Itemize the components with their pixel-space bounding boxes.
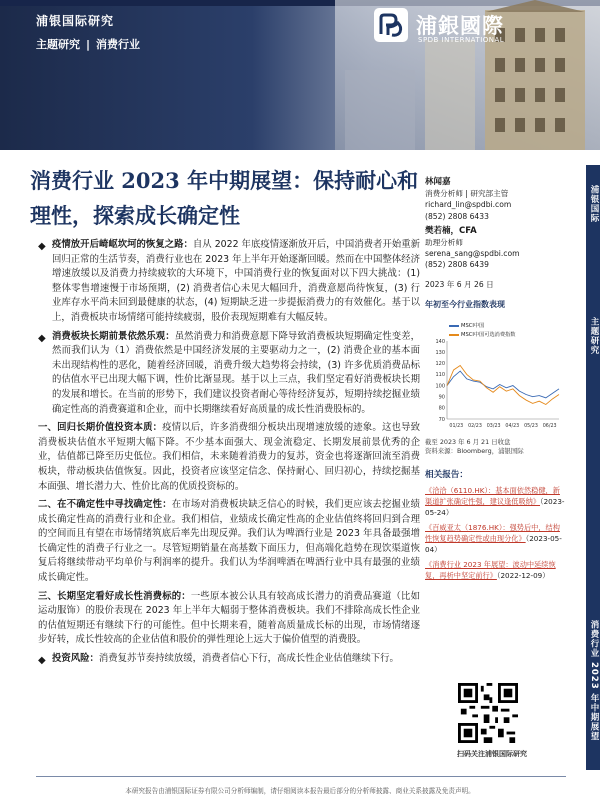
series-line bbox=[447, 371, 559, 398]
summary-paragraph bbox=[38, 330, 420, 418]
x-tick-label: 03/23 bbox=[486, 424, 501, 430]
institute-name: 浦银国际研究 bbox=[36, 14, 115, 28]
header-banner bbox=[0, 0, 600, 150]
legend-item-consumer-index bbox=[449, 330, 515, 341]
x-tick-label: 06/23 bbox=[542, 424, 557, 430]
logo-english-text: SPDB INTERNATIONAL bbox=[418, 36, 505, 44]
analyst-name: 樊若楠，CFA bbox=[425, 225, 477, 236]
breadcrumb-separator: | bbox=[86, 38, 91, 51]
breadcrumb-sector: 消费行业 bbox=[96, 38, 141, 51]
analyst-email[interactable]: serena_sang@spdbi.com bbox=[425, 249, 520, 259]
y-tick-label: 100 bbox=[435, 383, 445, 390]
related-report-item[interactable] bbox=[425, 522, 567, 555]
x-tick-label: 01/23 bbox=[449, 424, 464, 430]
paragraph-lead: 一、回归长期价值投资本质： bbox=[38, 422, 163, 434]
related-reports-title: 相关报告： bbox=[425, 470, 468, 481]
sidebar bbox=[425, 173, 567, 581]
report-date: 2023 年 6 月 26 日 bbox=[425, 279, 494, 289]
paragraph-lead: 二、在不确定性中寻找确定性： bbox=[38, 499, 172, 511]
diamond-bullet-icon: ◆ bbox=[38, 241, 46, 252]
paragraph-lead: 消费板块长期前景依然乐观： bbox=[52, 330, 175, 342]
breadcrumb-topic: 主题研究 bbox=[36, 38, 80, 51]
related-report-link[interactable]: 《百威亚太（1876.HK）：强势后中，结构性恢复趋势确定性或由现分化》 bbox=[425, 523, 560, 544]
breadcrumb bbox=[36, 36, 140, 52]
chart-source: 资料来源：Bloomberg，浦银国际 bbox=[425, 447, 524, 456]
y-tick-label: 110 bbox=[435, 372, 445, 379]
paragraph-text: 自从 2022 年底疫情逐渐放开后，中国消费者开始重新回归正常的生活节奏，消费行业也在 2023 年上半年开始逐渐回暖。然而在中国整体经济增速放缓以及消费力持续疲软的大环境下，中国消费行业的恢复面对以下四大挑战：(1) 整体零售增速慢于市场预期，(2) 消费者信心未见大幅回升，消费意愿尚待恢复，(3) 行业库存水平尚未回到最健康的状态，(4) 短期缺乏进一步提振消费力的有效催化。基于以上，消费板块市场情绪可能持续疲弱，股价表现短期难有大幅反转。 bbox=[52, 239, 420, 323]
footer-divider bbox=[36, 776, 566, 777]
related-report-item[interactable] bbox=[425, 485, 567, 518]
paragraph-text: 消费复苏节奏持续放缓，消费者信心下行，高成长性企业估值继续下行。 bbox=[98, 653, 399, 665]
y-tick-label: 140 bbox=[435, 338, 445, 345]
strategy-paragraph bbox=[38, 590, 420, 648]
related-report-link[interactable]: 《洽洽（6110.HK）：基本面依然稳健，新渠道扩张确定性强，建议逢低吸纳》 bbox=[425, 486, 560, 507]
chart-note bbox=[425, 438, 567, 456]
x-tick-label: 05/23 bbox=[524, 424, 538, 430]
side-tab-type: 主题研究 bbox=[589, 317, 599, 355]
analyst-title: 助理分析师 bbox=[425, 238, 463, 248]
legend-swatch bbox=[449, 325, 459, 327]
y-tick-label: 120 bbox=[435, 361, 445, 368]
paragraph-text: 疫情以后，许多消费细分板块出现增速放缓的迹象。这也导致消费板块估值水平短期大幅下降。不少基本面强大、现金流稳定、长期发展前景优秀的企业，估值都已降至历史低位。我们相信，未来随着消费力的复苏，资金也将逐渐回流至消费板块，带动板块估值恢复。因此，投资者应该坚定信念、保持耐心、回归初心，持续挖掘基本面强、增长潜力大、性价比高的优质投资标的。 bbox=[38, 422, 420, 492]
legend-label: MSCI中国可选消费指数 bbox=[461, 332, 516, 339]
vertical-side-tab bbox=[586, 165, 600, 770]
analyst-name: 林闻嘉 bbox=[425, 177, 451, 187]
logo-mark-icon bbox=[374, 8, 408, 42]
chart-note-close: 截至 2023 年 6 月 21 日收盘 bbox=[425, 438, 511, 447]
analyst-title: 消费分析师 | 研究部主管 bbox=[425, 189, 509, 199]
footer-disclaimer: 本研究报告由浦银国际证券有限公司分析师编制，请仔细阅读本报告最后部分的分析师披露、商业关系披露及免责声明。 bbox=[125, 787, 475, 795]
risk-paragraph bbox=[38, 652, 420, 667]
analyst-card bbox=[425, 177, 567, 222]
paragraph-lead: 三、长期坚定看好成长性消费标的： bbox=[38, 590, 191, 602]
legend-swatch bbox=[449, 334, 459, 336]
paragraph-lead: 投资风险： bbox=[52, 653, 99, 665]
qr-caption: 扫码关注浦银国际研究 bbox=[457, 750, 527, 758]
related-report-item[interactable] bbox=[425, 559, 567, 581]
x-tick-label: 02/23 bbox=[468, 424, 482, 430]
y-tick-label: 70 bbox=[438, 416, 445, 423]
diamond-bullet-icon: ◆ bbox=[38, 655, 46, 667]
side-tab-topic: 消费行业 2023 年中期展望 bbox=[589, 620, 599, 742]
analyst-phone: (852) 2808 6439 bbox=[425, 260, 489, 270]
paragraph-lead: 疫情放开后崎岖坎坷的恢复之路： bbox=[52, 239, 193, 250]
y-tick-label: 80 bbox=[438, 405, 445, 412]
related-report-date: （2023-05-04） bbox=[425, 534, 562, 555]
legend-label: MSCI中国 bbox=[461, 323, 485, 330]
footer bbox=[0, 770, 600, 800]
analyst-card bbox=[425, 226, 567, 271]
y-tick-label: 130 bbox=[435, 349, 445, 356]
side-tab-brand: 浦银国际 bbox=[589, 185, 599, 223]
index-performance-chart bbox=[425, 315, 575, 435]
paragraph-text: 在市场对消费板块缺乏信心的时候，我们更应该去挖掘业绩成长确定性高的消费行业和企业。我们相信，业绩成长确定性高的企业估值终将回归到合理的空间而且有望在市场情绪筑底后率先出现反弹。我们认为啤酒行业是 2023 年具备最强增长确定性的消费子行业之一。尽管短期销量在高基数下面压力，但高端化趋势在现饮渠道恢复后将继续带动平均单价与利润率的提升。我们认为华润啤酒在啤酒行业中具有最强的业绩成长确定性。 bbox=[38, 499, 420, 584]
related-report-link[interactable]: 《消费行业 2023 年展望：波动中延续恢复，再析中坚定前行》 bbox=[425, 560, 556, 581]
related-report-date: （2022-12-09） bbox=[496, 571, 550, 581]
logo-chinese-text: 浦銀國際 bbox=[416, 14, 504, 38]
analyst-phone: (852) 2808 6433 bbox=[425, 211, 489, 221]
summary-paragraph bbox=[38, 238, 420, 326]
x-tick-label: 04/23 bbox=[505, 424, 520, 430]
diamond-bullet-icon: ◆ bbox=[38, 332, 46, 344]
report-body bbox=[38, 238, 420, 671]
related-report-date: （2023-05-24） bbox=[425, 497, 565, 518]
strategy-paragraph bbox=[38, 498, 420, 586]
chart-title: 年初至今行业指数表现 bbox=[425, 299, 505, 309]
paragraph-text: 一些原本被公认具有较高成长潜力的消费品赛道（比如运动服饰）的股价表现在 2023 年上半年大幅弱于整体消费板块。我们不排除高成长性企业的估值短期还有继续下行的可能性。但中长期来看，随着高质量成长标的出现，市场情绪逐步好转，成长性较高的企业估值和股价的弹性理论上远大于偏价值型的消费股。 bbox=[38, 590, 420, 646]
strategy-paragraph bbox=[38, 421, 420, 494]
y-tick-label: 90 bbox=[438, 394, 445, 401]
brand-logo bbox=[374, 8, 574, 50]
paragraph-text: 虽然消费力和消费意愿下降导致消费板块短期确定性变差，然而我们认为（1）消费依然是中国经济发展的主要驱动力之一，(2) 消费企业的基本面未出现结构性的恶化，随着经济回暖，消费升级大趋势将会持续，(3) 许多优质消费品标的估值水平已出现大幅下调，性价比渐显现。基于以上三点，我们坚定看好消费板块长期的发展和增长。在当前的形势下，我们建议投资者耐心等待经济复苏，短期持续挖掘业绩确定性高的消费赛道和企业，而中长期继续看好高质量的成长性消费股标的。 bbox=[52, 330, 420, 415]
report-title: 消费行业 2023 年中期展望：保持耐心和理性，探索成长确定性 bbox=[30, 168, 419, 228]
series-line bbox=[447, 366, 559, 405]
analyst-email[interactable]: richard_lin@spdbi.com bbox=[425, 200, 512, 210]
qr-code-icon[interactable] bbox=[458, 683, 518, 743]
